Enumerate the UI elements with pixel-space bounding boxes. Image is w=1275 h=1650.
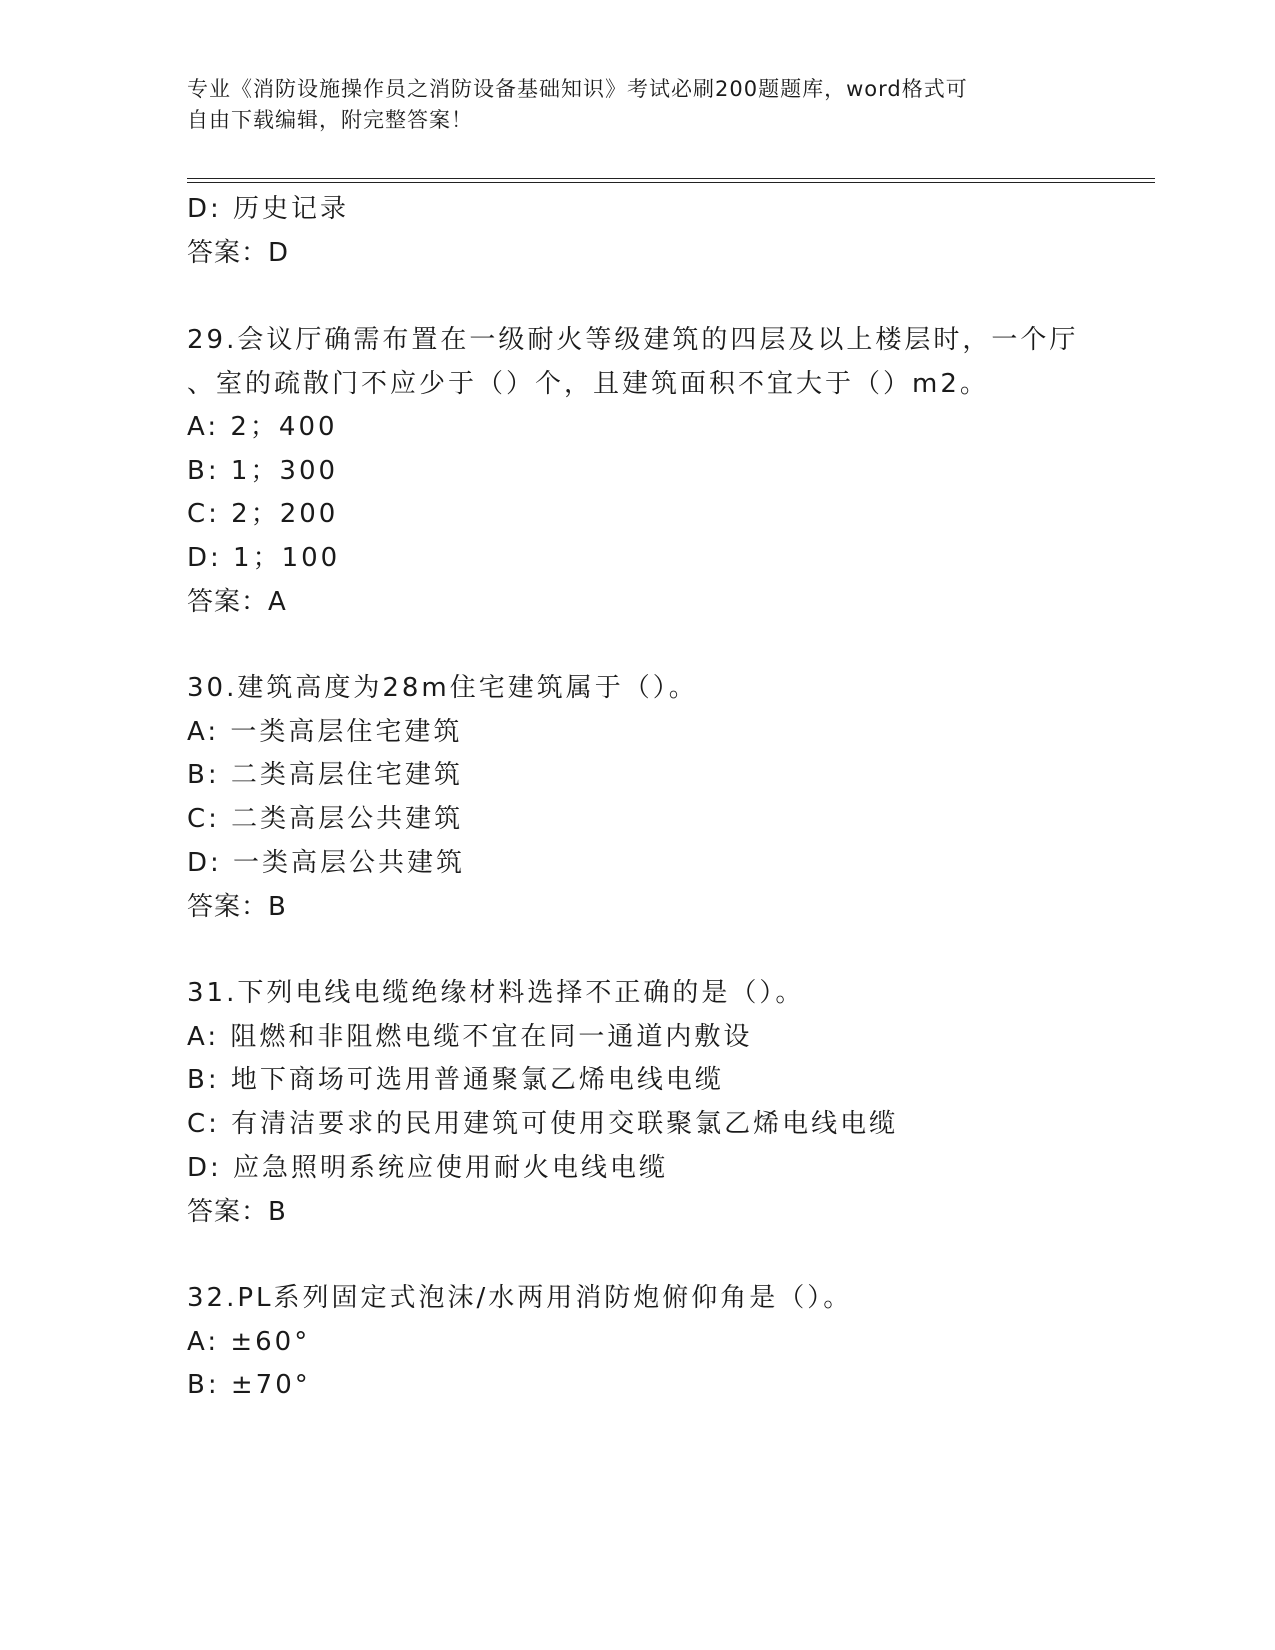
q30-option-b: B: 二类高层住宅建筑: [187, 760, 463, 790]
q29-option-a: A: 2；400: [187, 412, 338, 442]
prev-answer: 答案：D: [187, 238, 290, 268]
q32-option-b: B: ±70°: [187, 1370, 311, 1400]
q32-option-a: A: ±60°: [187, 1327, 311, 1357]
q30-answer: 答案：B: [187, 892, 287, 922]
q31-answer: 答案：B: [187, 1197, 287, 1227]
q29-option-c: C: 2；200: [187, 499, 339, 529]
q29-answer: 答案：A: [187, 587, 287, 617]
header-divider-top: [187, 178, 1155, 179]
document-header: [187, 74, 1087, 136]
q29-stem-line-1: 29.会议厅确需布置在一级耐火等级建筑的四层及以上楼层时，一个厅: [187, 325, 1079, 355]
q30-option-c: C: 二类高层公共建筑: [187, 804, 464, 834]
q30-stem: 30.建筑高度为28m住宅建筑属于（）。: [187, 673, 698, 703]
header-line-1: 专业《消防设施操作员之消防设备基础知识》考试必刷200题题库，word格式可: [187, 77, 968, 101]
prev-option-d: D: 历史记录: [187, 194, 350, 224]
q31-option-a: A: 阻燃和非阻燃电缆不宜在同一通道内敷设: [187, 1022, 753, 1052]
q29-option-d: D: 1；100: [187, 543, 341, 573]
header-line-2: 自由下载编辑，附完整答案！: [187, 108, 473, 132]
q31-option-b: B: 地下商场可选用普通聚氯乙烯电线电缆: [187, 1065, 724, 1095]
q30-option-a: A: 一类高层住宅建筑: [187, 717, 463, 747]
q29-option-b: B: 1；300: [187, 456, 339, 486]
header-divider-bottom: [187, 182, 1155, 183]
q31-option-d: D: 应急照明系统应使用耐火电线电缆: [187, 1153, 669, 1183]
q29-stem-line-2: 、室的疏散门不应少于（）个，且建筑面积不宜大于（）m2。: [187, 369, 989, 399]
q31-option-c: C: 有清洁要求的民用建筑可使用交联聚氯乙烯电线电缆: [187, 1109, 899, 1139]
q30-option-d: D: 一类高层公共建筑: [187, 848, 466, 878]
q31-stem: 31.下列电线电缆绝缘材料选择不正确的是（）。: [187, 978, 805, 1008]
q32-stem: 32.PL系列固定式泡沫/水两用消防炮俯仰角是（）。: [187, 1283, 853, 1313]
